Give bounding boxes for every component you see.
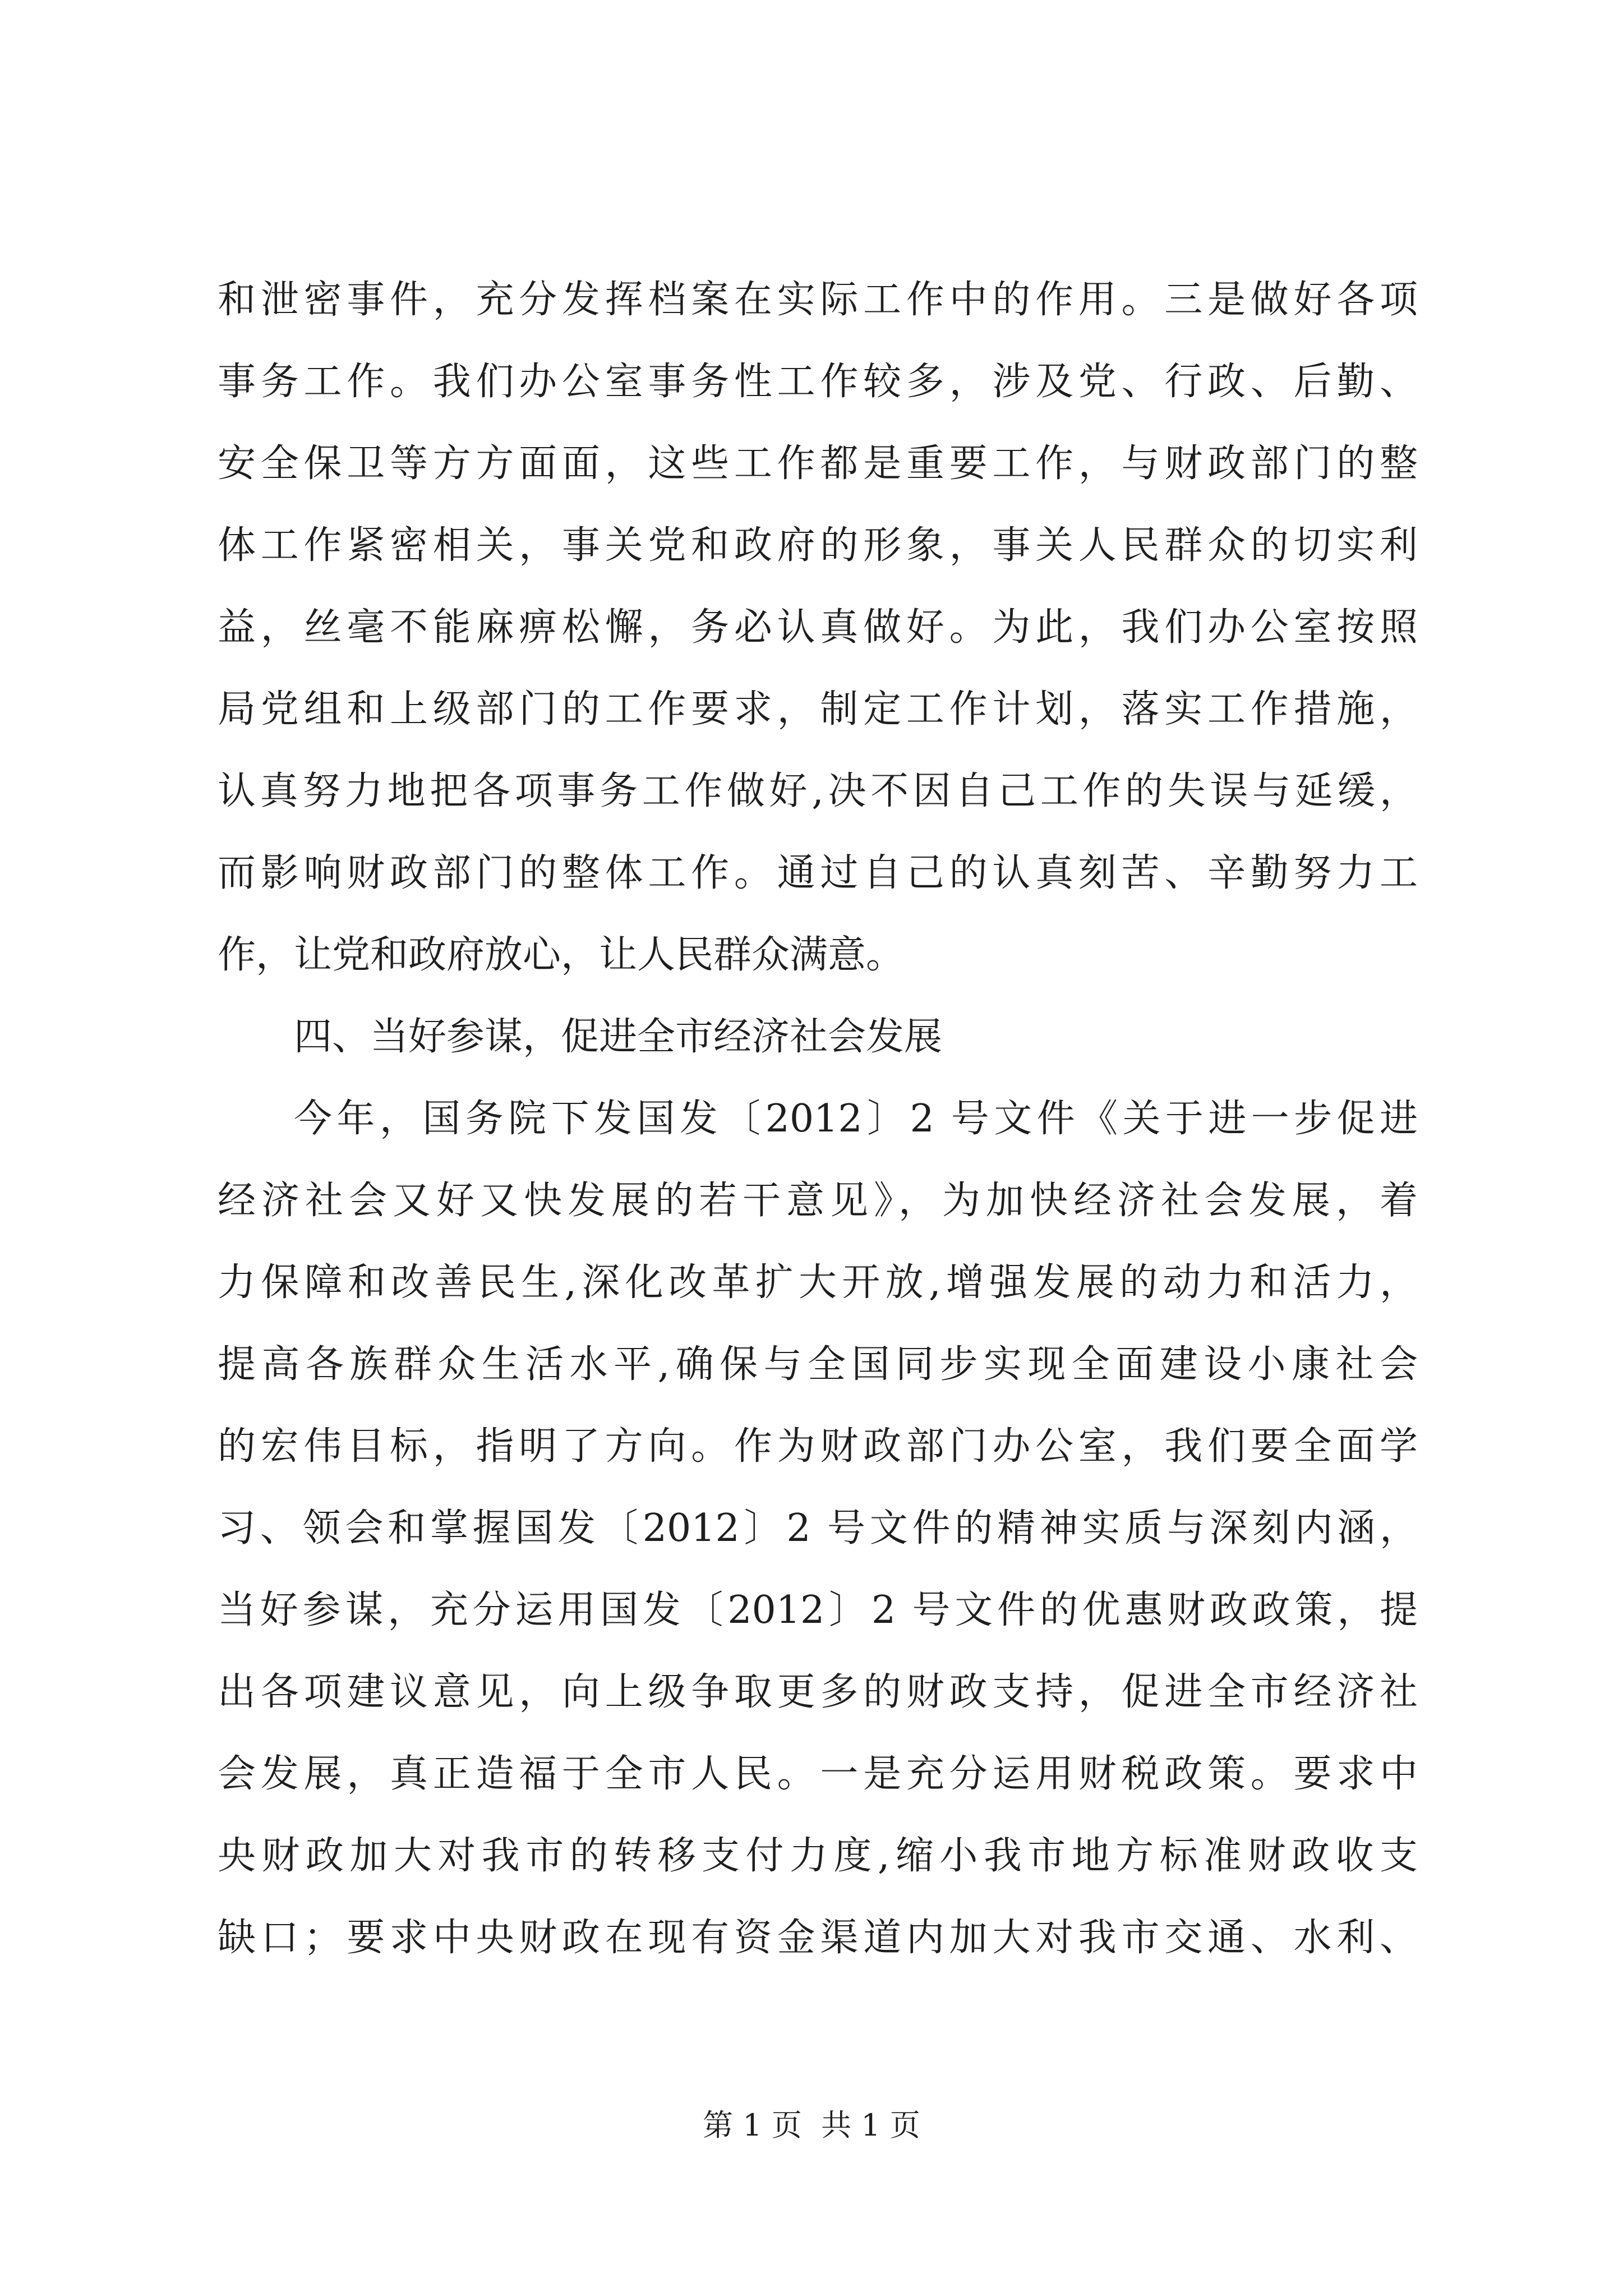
text-line: 体工作紧密相关，事关党和政府的形象，事关人民群众的切实利: [218, 523, 1418, 568]
text-line: 缺口；要求中央财政在现有资金渠道内加大对我市交通、水利、: [218, 1916, 1418, 1960]
text-line: 央财政加大对我市的转移支付力度,缩小我市地方标准财政收支: [218, 1834, 1418, 1878]
text-line: 当好参谋，充分运用国发〔2012〕2 号文件的优惠财政政策，提: [218, 1588, 1418, 1632]
page-footer: 第 1 页 共 1 页: [703, 2108, 920, 2143]
text-line: 今年，国务院下发国发〔2012〕2 号文件《关于进一步促进: [294, 1097, 1418, 1141]
text-line: 力保障和改善民生,深化改革扩大开放,增强发展的动力和活力，: [218, 1260, 1418, 1305]
text-line: 提高各族群众生活水平,确保与全国同步实现全面建设小康社会: [218, 1342, 1418, 1387]
text-line: 认真努力地把各项事务工作做好,决不因自己工作的失误与延缓，: [218, 769, 1418, 813]
section-heading: 四、当好参谋，促进全市经济社会发展: [294, 1015, 943, 1059]
text-line: 经济社会又好又快发展的若干意见》，为加快经济社会发展，着: [218, 1179, 1418, 1223]
text-line: 会发展，真正造福于全市人民。一是充分运用财税政策。要求中: [218, 1752, 1418, 1796]
text-line: 和泄密事件，充分发挥档案在实际工作中的作用。三是做好各项: [218, 278, 1418, 322]
text-line: 的宏伟目标，指明了方向。作为财政部门办公室，我们要全面学: [218, 1424, 1418, 1469]
text-line: 出各项建议意见，向上级争取更多的财政支持，促进全市经济社: [218, 1670, 1418, 1714]
text-line: 而影响财政部门的整体工作。通过自己的认真刻苦、辛勤努力工: [218, 851, 1418, 895]
text-line: 安全保卫等方方面面，这些工作都是重要工作，与财政部门的整: [218, 441, 1418, 486]
text-line: 习、领会和掌握国发〔2012〕2 号文件的精神实质与深刻内涵，: [218, 1506, 1418, 1550]
text-line: 作，让党和政府放心，让人民群众满意。: [218, 933, 905, 977]
text-line: 局党组和上级部门的工作要求，制定工作计划，落实工作措施，: [218, 687, 1418, 731]
text-line: 益，丝毫不能麻痹松懈，务必认真做好。为此，我们办公室按照: [218, 605, 1418, 650]
body-text: [218, 259, 1418, 1979]
text-line: 事务工作。我们办公室事务性工作较多，涉及党、行政、后勤、: [218, 360, 1418, 404]
